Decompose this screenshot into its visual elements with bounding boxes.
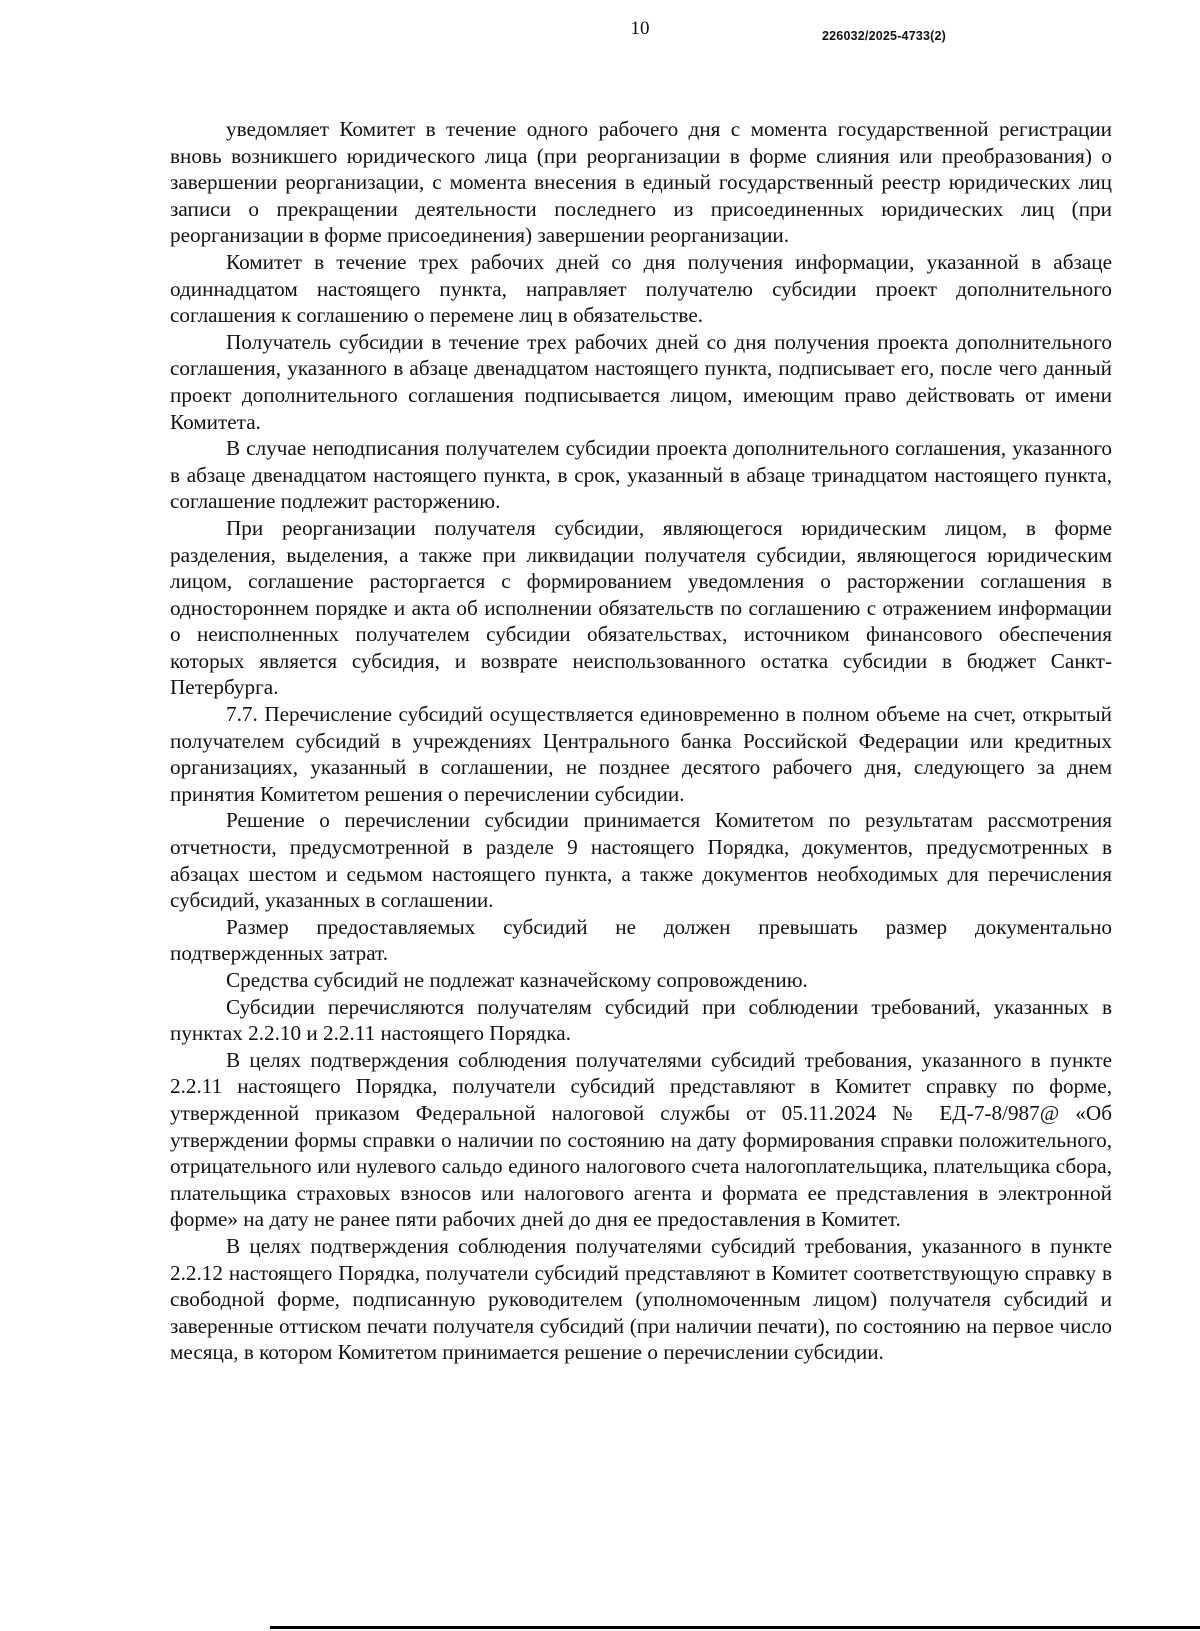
registration-number: 226032/2025-4733(2): [822, 29, 947, 43]
paragraph-1: уведомляет Комитет в течение одного рабочего дня с момента государственной регистрации вновь возникшего юридического лица (при реорганизации в форме слияния или преобразования) о завершении реорганизации, с момента внесения в единый государственный реестр юридических лиц записи о прекращении деятельности последнего из присоединенных юридических лиц (при реорганизации в форме присоединения) завершении реорганизации.: [170, 117, 1112, 248]
paragraph-10: Субсидии перечисляются получателям субсидий при соблюдении требований, указанных в пунктах 2.2.10 и 2.2.11 настоящего Порядка.: [170, 994, 1112, 1046]
paragraph-11: В целях подтверждения соблюдения получателями субсидий требования, указанного в пункте 2.2.11 настоящего Порядка, получатели субсидий представляют в Комитет справку по форме, утвержденной приказом Федеральной налоговой службы от 05.11.2024 № ЕД-7-8/987@ «Об утверждении формы справки о наличии по состоянию на дату формирования справки положительного, отрицательного или нулевого сальдо единого налогового счета налогоплательщика, плательщика сбора, плательщика страховых взносов или налогового агента и формата ее представления в электронной форме» на дату не ранее пяти рабочих дней до дня ее предоставления в Комитет.: [170, 1047, 1112, 1232]
paragraph-8: Размер предоставляемых субсидий не должен превышать размер документально подтвержденных затрат.: [170, 914, 1112, 966]
paragraph-4: В случае неподписания получателем субсидии проекта дополнительного соглашения, указанного в абзаце двенадцатом настоящего пункта, в срок, указанный в абзаце тринадцатом настоящего пункта, соглашение подлежит расторжению.: [170, 436, 1112, 514]
paragraph-5: При реорганизации получателя субсидии, являющегося юридическим лицом, в форме разделения, выделения, а также при ликвидации получателя субсидии, являющегося юридическим лицом, соглашение расторгается с формированием уведомления о расторжении соглашения в одностороннем порядке и акта об исполнении обязательств по соглашению с отражением информации о неисполненных получателем субсидии обязательствах, источником финансового обеспечения которых является субсидия, и возврате неиспользованного остатка субсидии в бюджет Санкт-Петербурга.: [170, 515, 1112, 700]
paragraph-2: Комитет в течение трех рабочих дней со дня получения информации, указанной в абзаце одиннадцатом настоящего пункта, направляет получателю субсидии проект дополнительного соглашения к соглашению о перемене лиц в обязательстве.: [170, 249, 1112, 328]
paragraph-12: В целях подтверждения соблюдения получателями субсидий требования, указанного в пункте 2.2.12 настоящего Порядка, получатели субсидий представляют в Комитет соответствующую справку в свободной форме, подписанную руководителем (уполномоченным лицом) получателя субсидий и заверенные оттиском печати получателя субсидий (при наличии печати), по состоянию на первое число месяца, в котором Комитетом принимается решение о перечислении субсидии.: [170, 1233, 1112, 1365]
paragraph-6: 7.7. Перечисление субсидий осуществляется единовременно в полном объеме на счет, открытый получателем субсидий в учреждениях Центрального банка Российской Федерации или кредитных организациях, указанный в соглашении, не позднее десятого рабочего дня, следующего за днем принятия Комитетом решения о перечислении субсидии.: [170, 702, 1112, 806]
paragraph-7: Решение о перечислении субсидии принимается Комитетом по результатам рассмотрения отчетности, предусмотренной в разделе 9 настоящего Порядка, документов, предусмотренных в абзацах шестом и седьмом настоящего пункта, а также документов необходимых для перечисления субсидий, указанных в соглашении.: [170, 808, 1112, 913]
paragraph-9: Средства субсидий не подлежат казначейскому сопровождению.: [226, 968, 808, 992]
paragraph-3: Получатель субсидии в течение трех рабочих дней со дня получения проекта дополнительного соглашения, указанного в абзаце двенадцатом настоящего пункта, подписывает его, после чего данный проект дополнительного соглашения подписывается лицом, имеющим право действовать от имени Комитета.: [170, 329, 1112, 434]
document-body: [170, 116, 1112, 1366]
scan-edge-line: [270, 1626, 1200, 1629]
page-number: 10: [630, 18, 650, 39]
